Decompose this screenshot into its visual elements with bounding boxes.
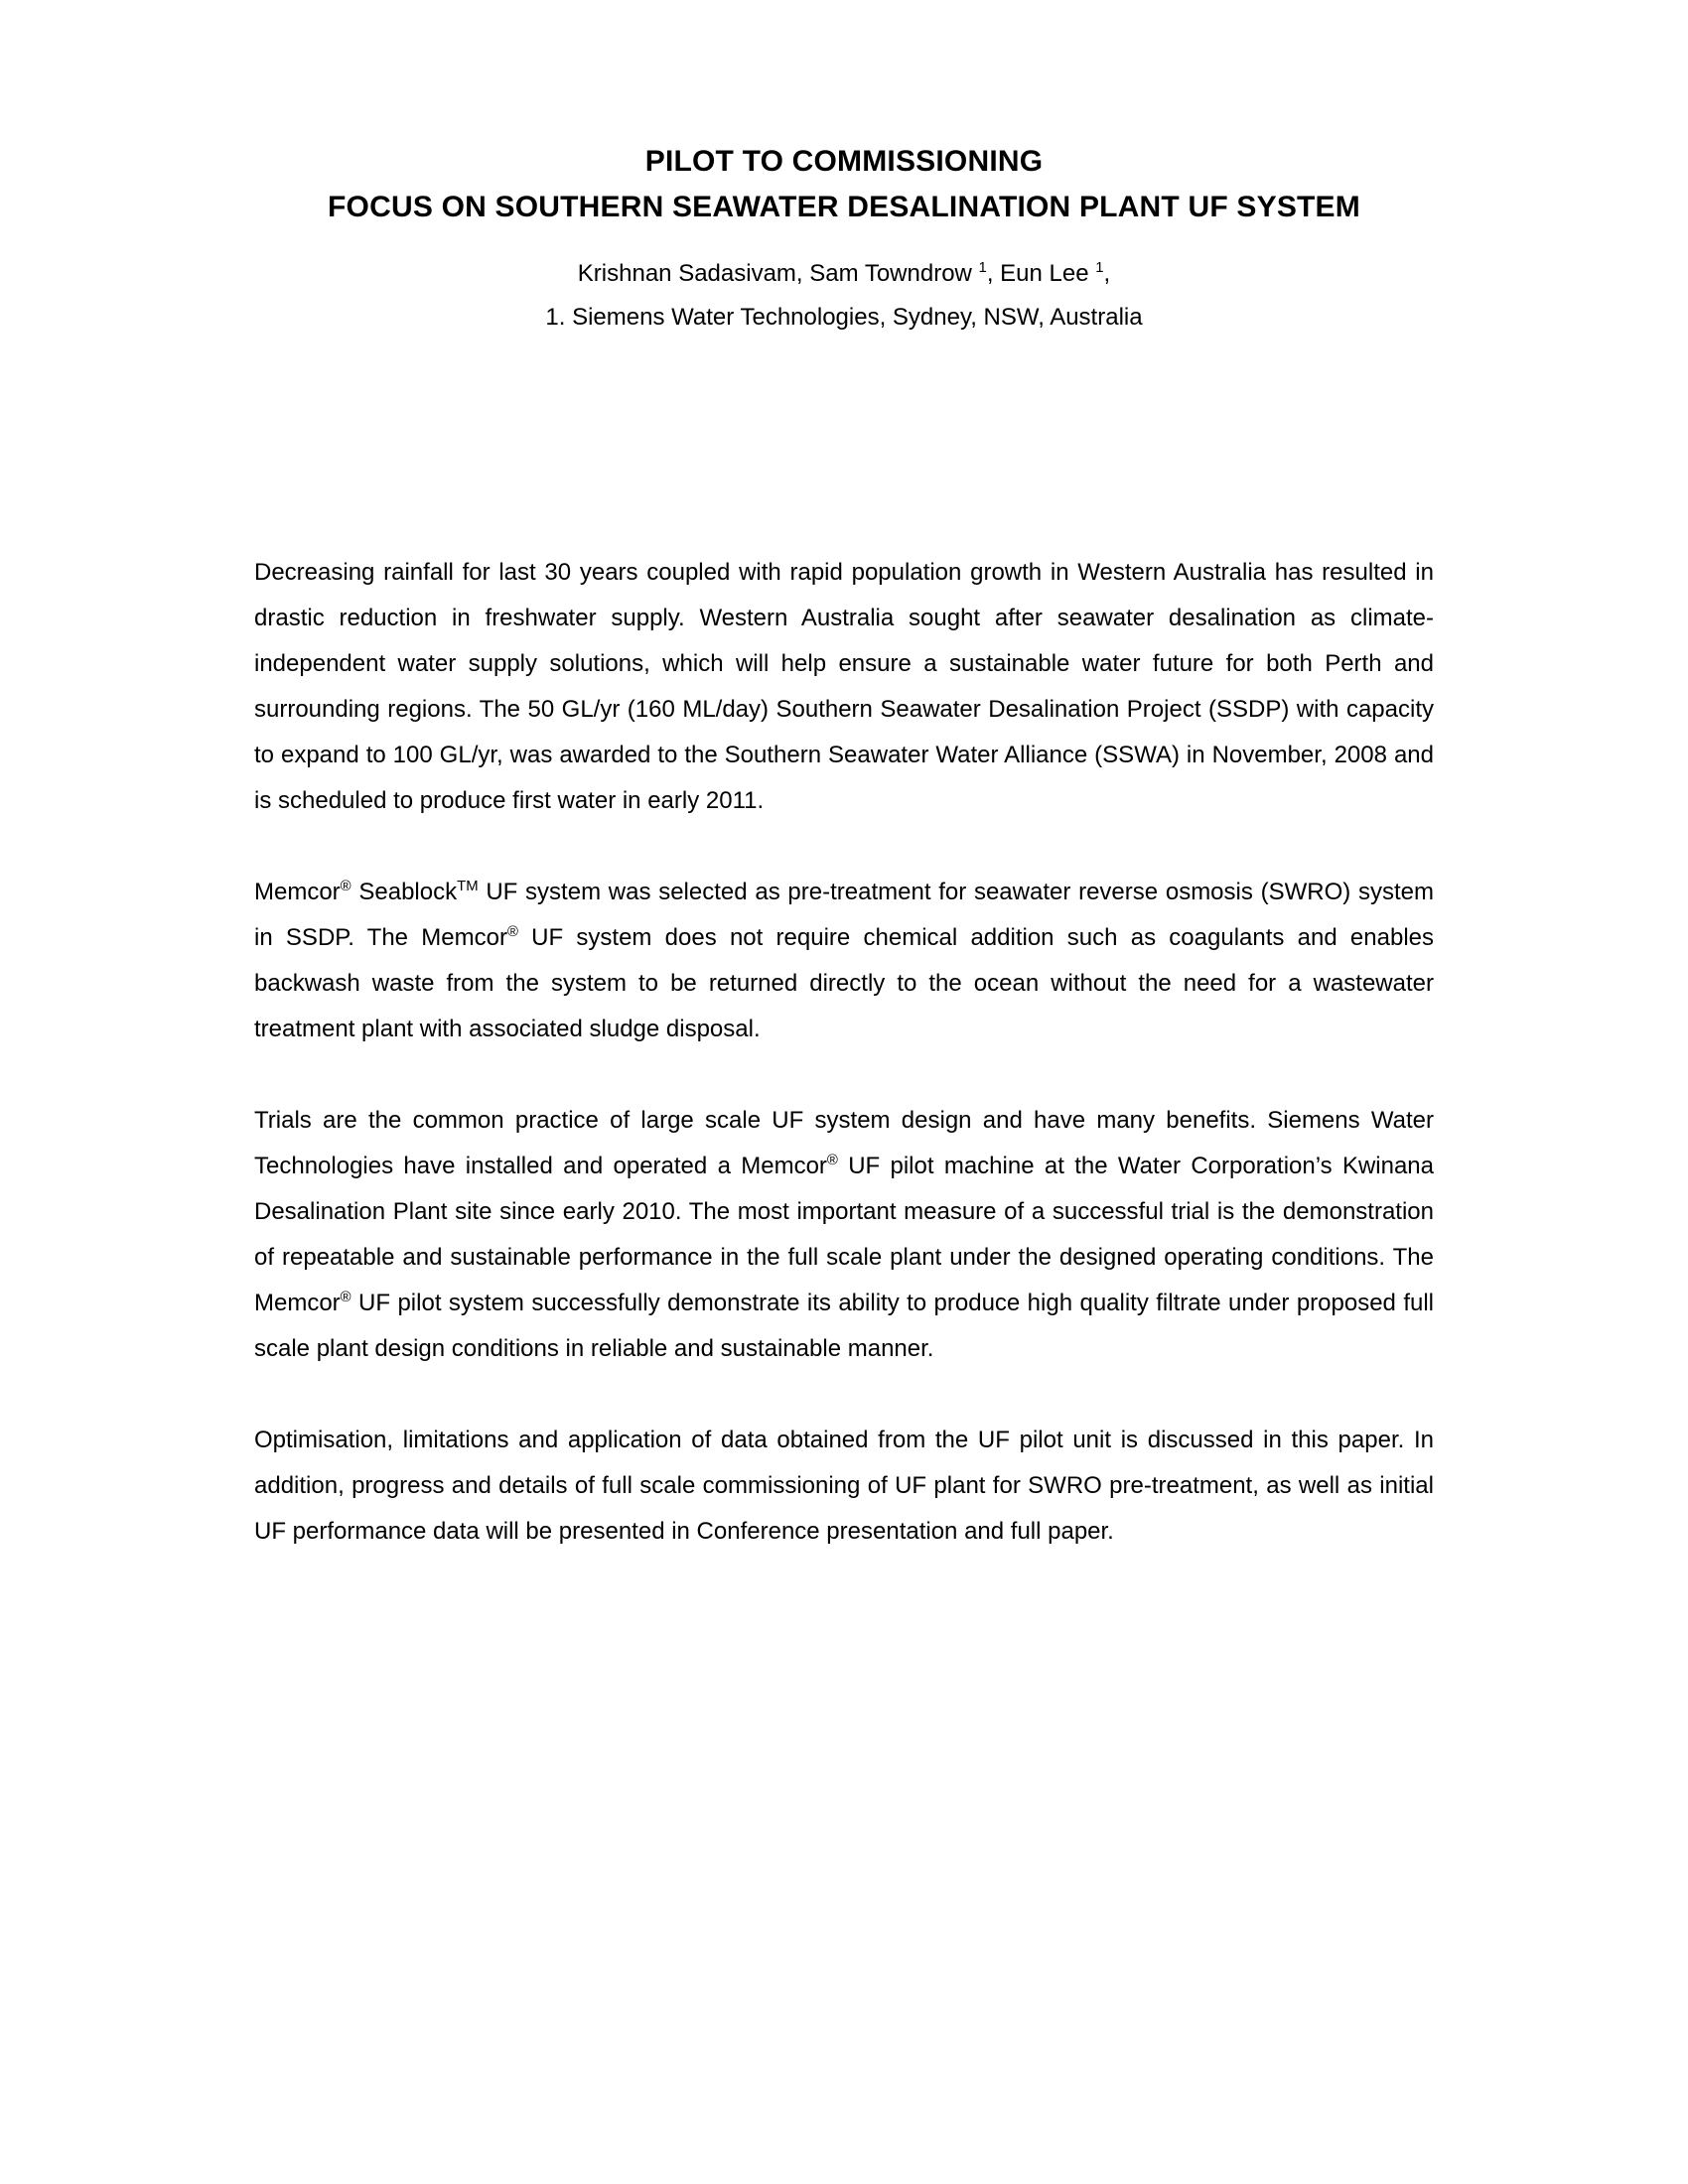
- paper-title-line-1: PILOT TO COMMISSIONING: [644, 145, 1044, 178]
- superscript: 1: [1095, 260, 1104, 276]
- paper-title-line-2: FOCUS ON SOUTHERN SEAWATER DESALINATION PLANT UF SYSTEM: [328, 191, 1360, 223]
- author-line: Krishnan Sadasivam, Sam Towndrow $^1$, Eun Lee $^1$,: [577, 260, 1111, 287]
- abstract-paragraph-2: Memcor® Seablock™ UF system was selected as pre-treatment for seawater reverse osmosis (SWRO) system in SSDP. The Memcor® UF system does not require chemical addition such as coagulants and enables backwash waste from the system to be returned directly to the ocean without the need for a wastewater treatment plant with associated sludge disposal.: [254, 879, 1434, 1042]
- abstract: [254, 550, 1434, 1555]
- superscript: ®: [340, 879, 352, 894]
- page-content: [254, 0, 1434, 1600]
- abstract-paragraph-3: Trials are the common practice of large scale UF system design and have many benefits. Siemens Water Technologies have installed and operated a Memcor® UF pilot machine at the Water Corporation’s Kwinana Desalination Plant site since early 2010. The most important measure of a successful trial is the demonstration of repeatable and sustainable performance in the full scale plant under the designed operating conditions. The Memcor® UF pilot system successfully demonstrate its ability to produce high quality filtrate under proposed full scale plant design conditions in reliable and sustainable manner.: [254, 1107, 1434, 1362]
- superscript: ®: [826, 1153, 838, 1168]
- superscript: ®: [506, 924, 518, 940]
- superscript: ®: [340, 1290, 352, 1305]
- abstract-paragraph-4: Optimisation, limitations and application of data obtained from the UF pilot unit is discussed in this paper. In addition, progress and details of full scale commissioning of UF plant for SWRO pre-treatment, as well as initial UF performance data will be presented in Conference presentation and full paper.: [254, 1427, 1434, 1545]
- abstract-paragraph-1: Decreasing rainfall for last 30 years coupled with rapid population growth in Western Australia has resulted in drastic reduction in freshwater supply. Western Australia sought after seawater desalination as climate-independent water supply solutions, which will help ensure a sustainable water future for both Perth and surrounding regions. The 50 GL/yr (160 ML/day) Southern Seawater Desalination Project (SSDP) with capacity to expand to 100 GL/yr, was awarded to the Southern Seawater Water Alliance (SSWA) in November, 2008 and is scheduled to produce first water in early 2011.: [254, 559, 1434, 814]
- affiliation-line: 1. Siemens Water Technologies, Sydney, NSW, Australia: [545, 304, 1143, 331]
- superscript: 1: [978, 260, 987, 276]
- authors-block: [254, 252, 1434, 340]
- paper-title: [254, 139, 1434, 230]
- superscript: TM: [457, 879, 479, 894]
